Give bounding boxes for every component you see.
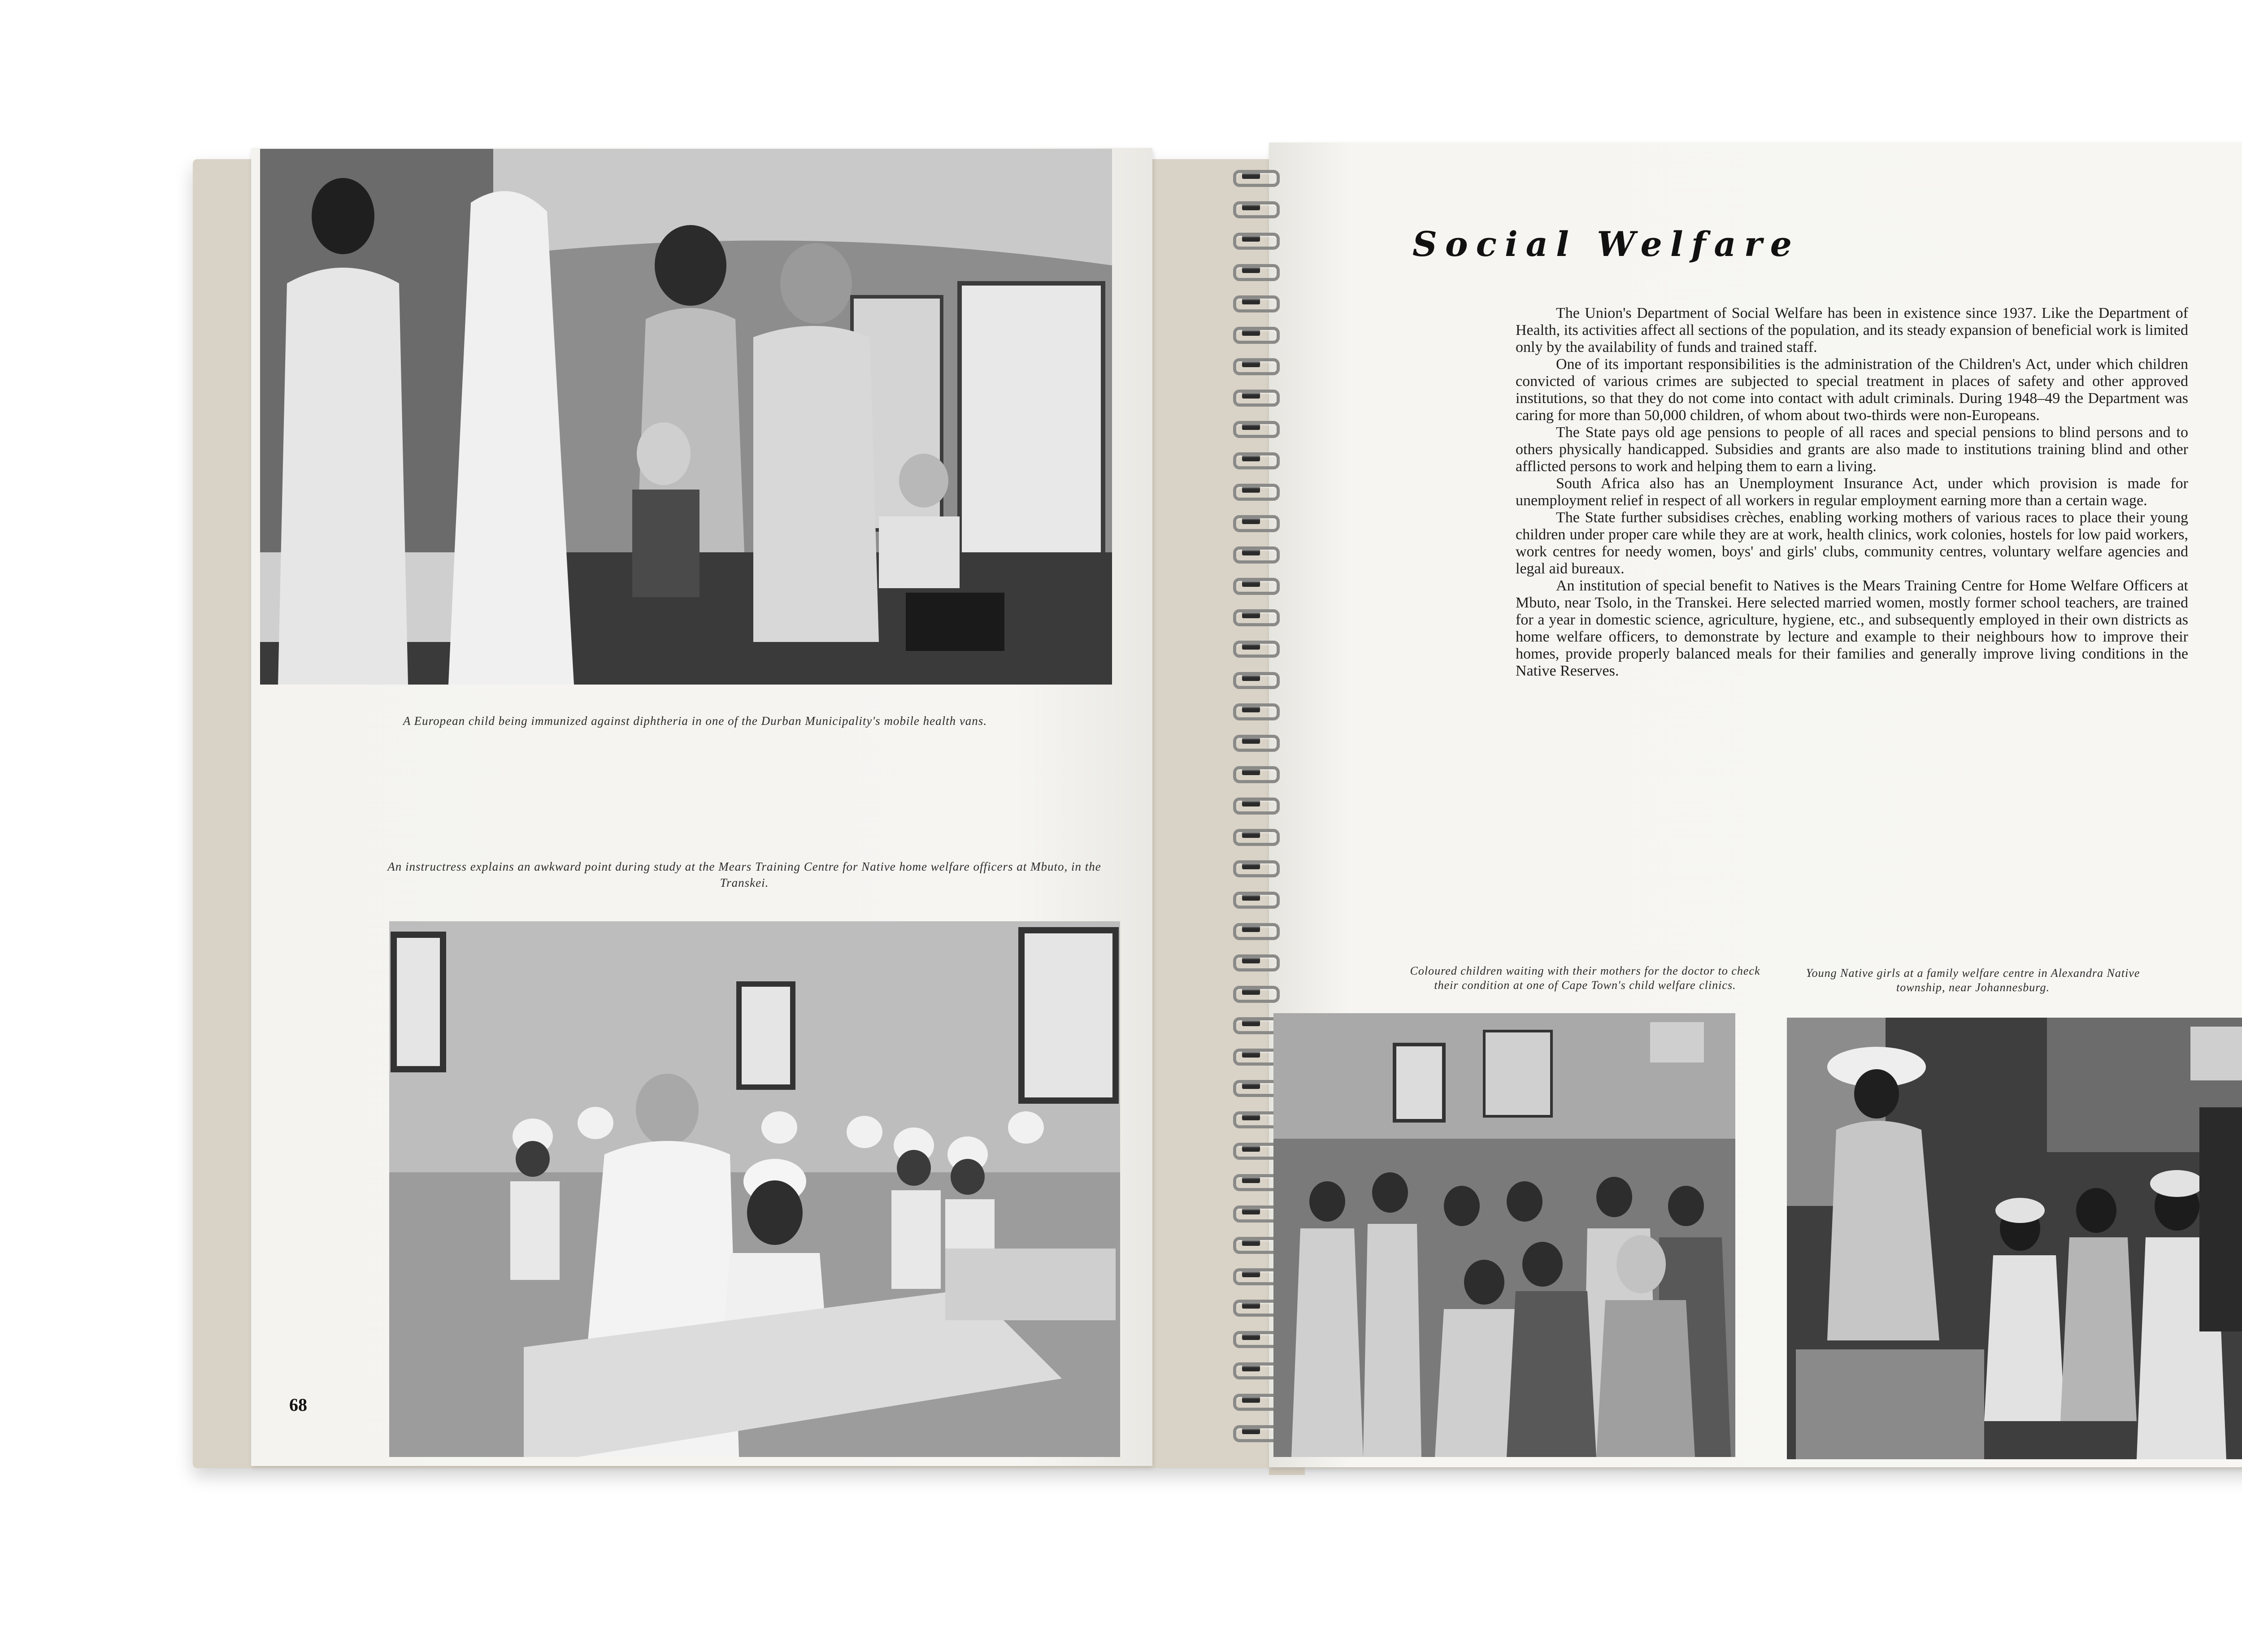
paragraph: One of its important responsibilities is the administration of the Children's Act, under which children convicted of various crimes are subjected to special treatment in places of safety and other approved institutions, so that they do not come into contact with adult criminals. During 1948–49 the Department was caring for more than 50,000 children, of whom about two-thirds were non-Europeans. [1516,356,2188,424]
paragraph: An institution of special benefit to Natives is the Mears Training Centre for Home Welfare Officers at Mbuto, near Tsolo, in the Transkei. Here selected married women, mostly former school teachers, are trained for a year in domestic science, agriculture, hygiene, etc., and subsequently employed in their own districts as home welfare officers, to demonstrate by lecture and example to their neighbours how to improve their homes, provide properly balanced meals for their families and generally improve living conditions in the Native Reserves. [1516,577,2188,679]
photo-child-welfare-clinic [1273,1013,1735,1457]
spiral-coil [1224,607,1282,623]
spiral-coil [1224,356,1282,372]
paragraph: South Africa also has an Unemployment Insurance Act, under which provision is made for unemployment relief in respect of all workers in regular employment earning more than a certain wage. [1516,475,2188,509]
spiral-coil [1224,325,1282,340]
spiral-coil [1224,513,1282,529]
caption-mobile-van: A European child being immunized against diphtheria in one of the Durban Municipality's mobile health vans. [403,714,987,728]
spiral-coil [1224,764,1282,780]
spiral-coil [1224,921,1282,937]
spiral-coil [1224,231,1282,246]
spiral-coil [1224,670,1282,685]
spiral-coil [1224,545,1282,560]
spiral-coil [1224,482,1282,497]
spiral-coil [1224,388,1282,403]
photo-training-centre-class [389,921,1120,1457]
page-number: 68 [289,1395,307,1415]
paragraph: The State pays old age pensions to people of all races and special pensions to blind persons and to others physically handicapped. Subsidies and grants are also made to institutions training blind and other afflicted persons to work and helping them to earn a living. [1516,424,2188,475]
section-heading: Social Welfare [1412,224,1800,264]
spiral-coil [1224,168,1282,183]
spiral-coil [1224,576,1282,591]
spiral-coil [1224,262,1282,278]
spiral-coil [1224,702,1282,717]
spiral-coil [1224,639,1282,654]
spiral-coil [1224,827,1282,842]
spiral-coil [1224,733,1282,748]
spiral-coil [1224,859,1282,874]
spiral-coil [1224,451,1282,466]
spiral-coil [1224,419,1282,434]
photo-family-welfare-centre [1787,1018,2242,1459]
caption-coloured-children: Coloured children waiting with their mothers for the doctor to check their condition at one of Cape Town's child welfare clinics. [1410,964,1760,992]
spiral-coil [1224,890,1282,905]
article-body [1516,305,2188,680]
spiral-coil [1224,294,1282,309]
spiral-coil [1224,796,1282,811]
paragraph: The Union's Department of Social Welfare has been in existence since 1937. Like the Department of Health, its activities affect all sections of the population, and its steady expansion of beneficial work is limited only by the availability of funds and trained staff. [1516,305,2188,356]
caption-instructress: An instructress explains an awkward point during study at the Mears Training Centre for Native home welfare officers at Mbuto, in the Transkei. [387,860,1101,889]
spiral-coil [1224,953,1282,968]
spiral-coil [1224,984,1282,999]
caption-native-girls: Young Native girls at a family welfare centre in Alexandra Native township, near Johannesburg. [1806,967,2140,994]
photo-mobile-health-van [260,149,1112,685]
paragraph: The State further subsidises crèches, enabling working mothers of various races to place their young children under proper care while they are at work, health clinics, work colonies, hostels for low paid workers, work centres for needy women, boys' and girls' clubs, community centres, voluntary welfare agencies and legal aid bureaux. [1516,509,2188,577]
spiral-coil [1224,199,1282,215]
